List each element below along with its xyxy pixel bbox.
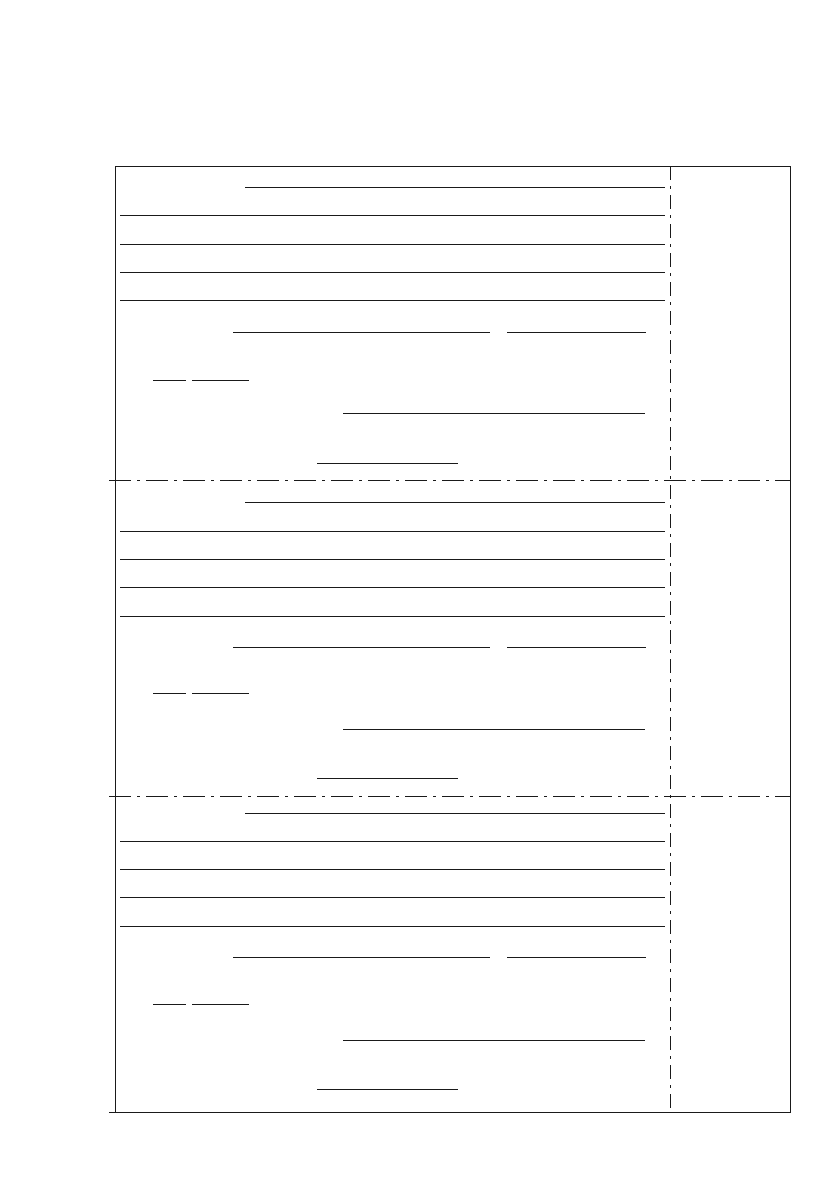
form-block-2 (120, 503, 665, 779)
form-block-3 (120, 814, 665, 1090)
form-block-1 (120, 188, 665, 464)
